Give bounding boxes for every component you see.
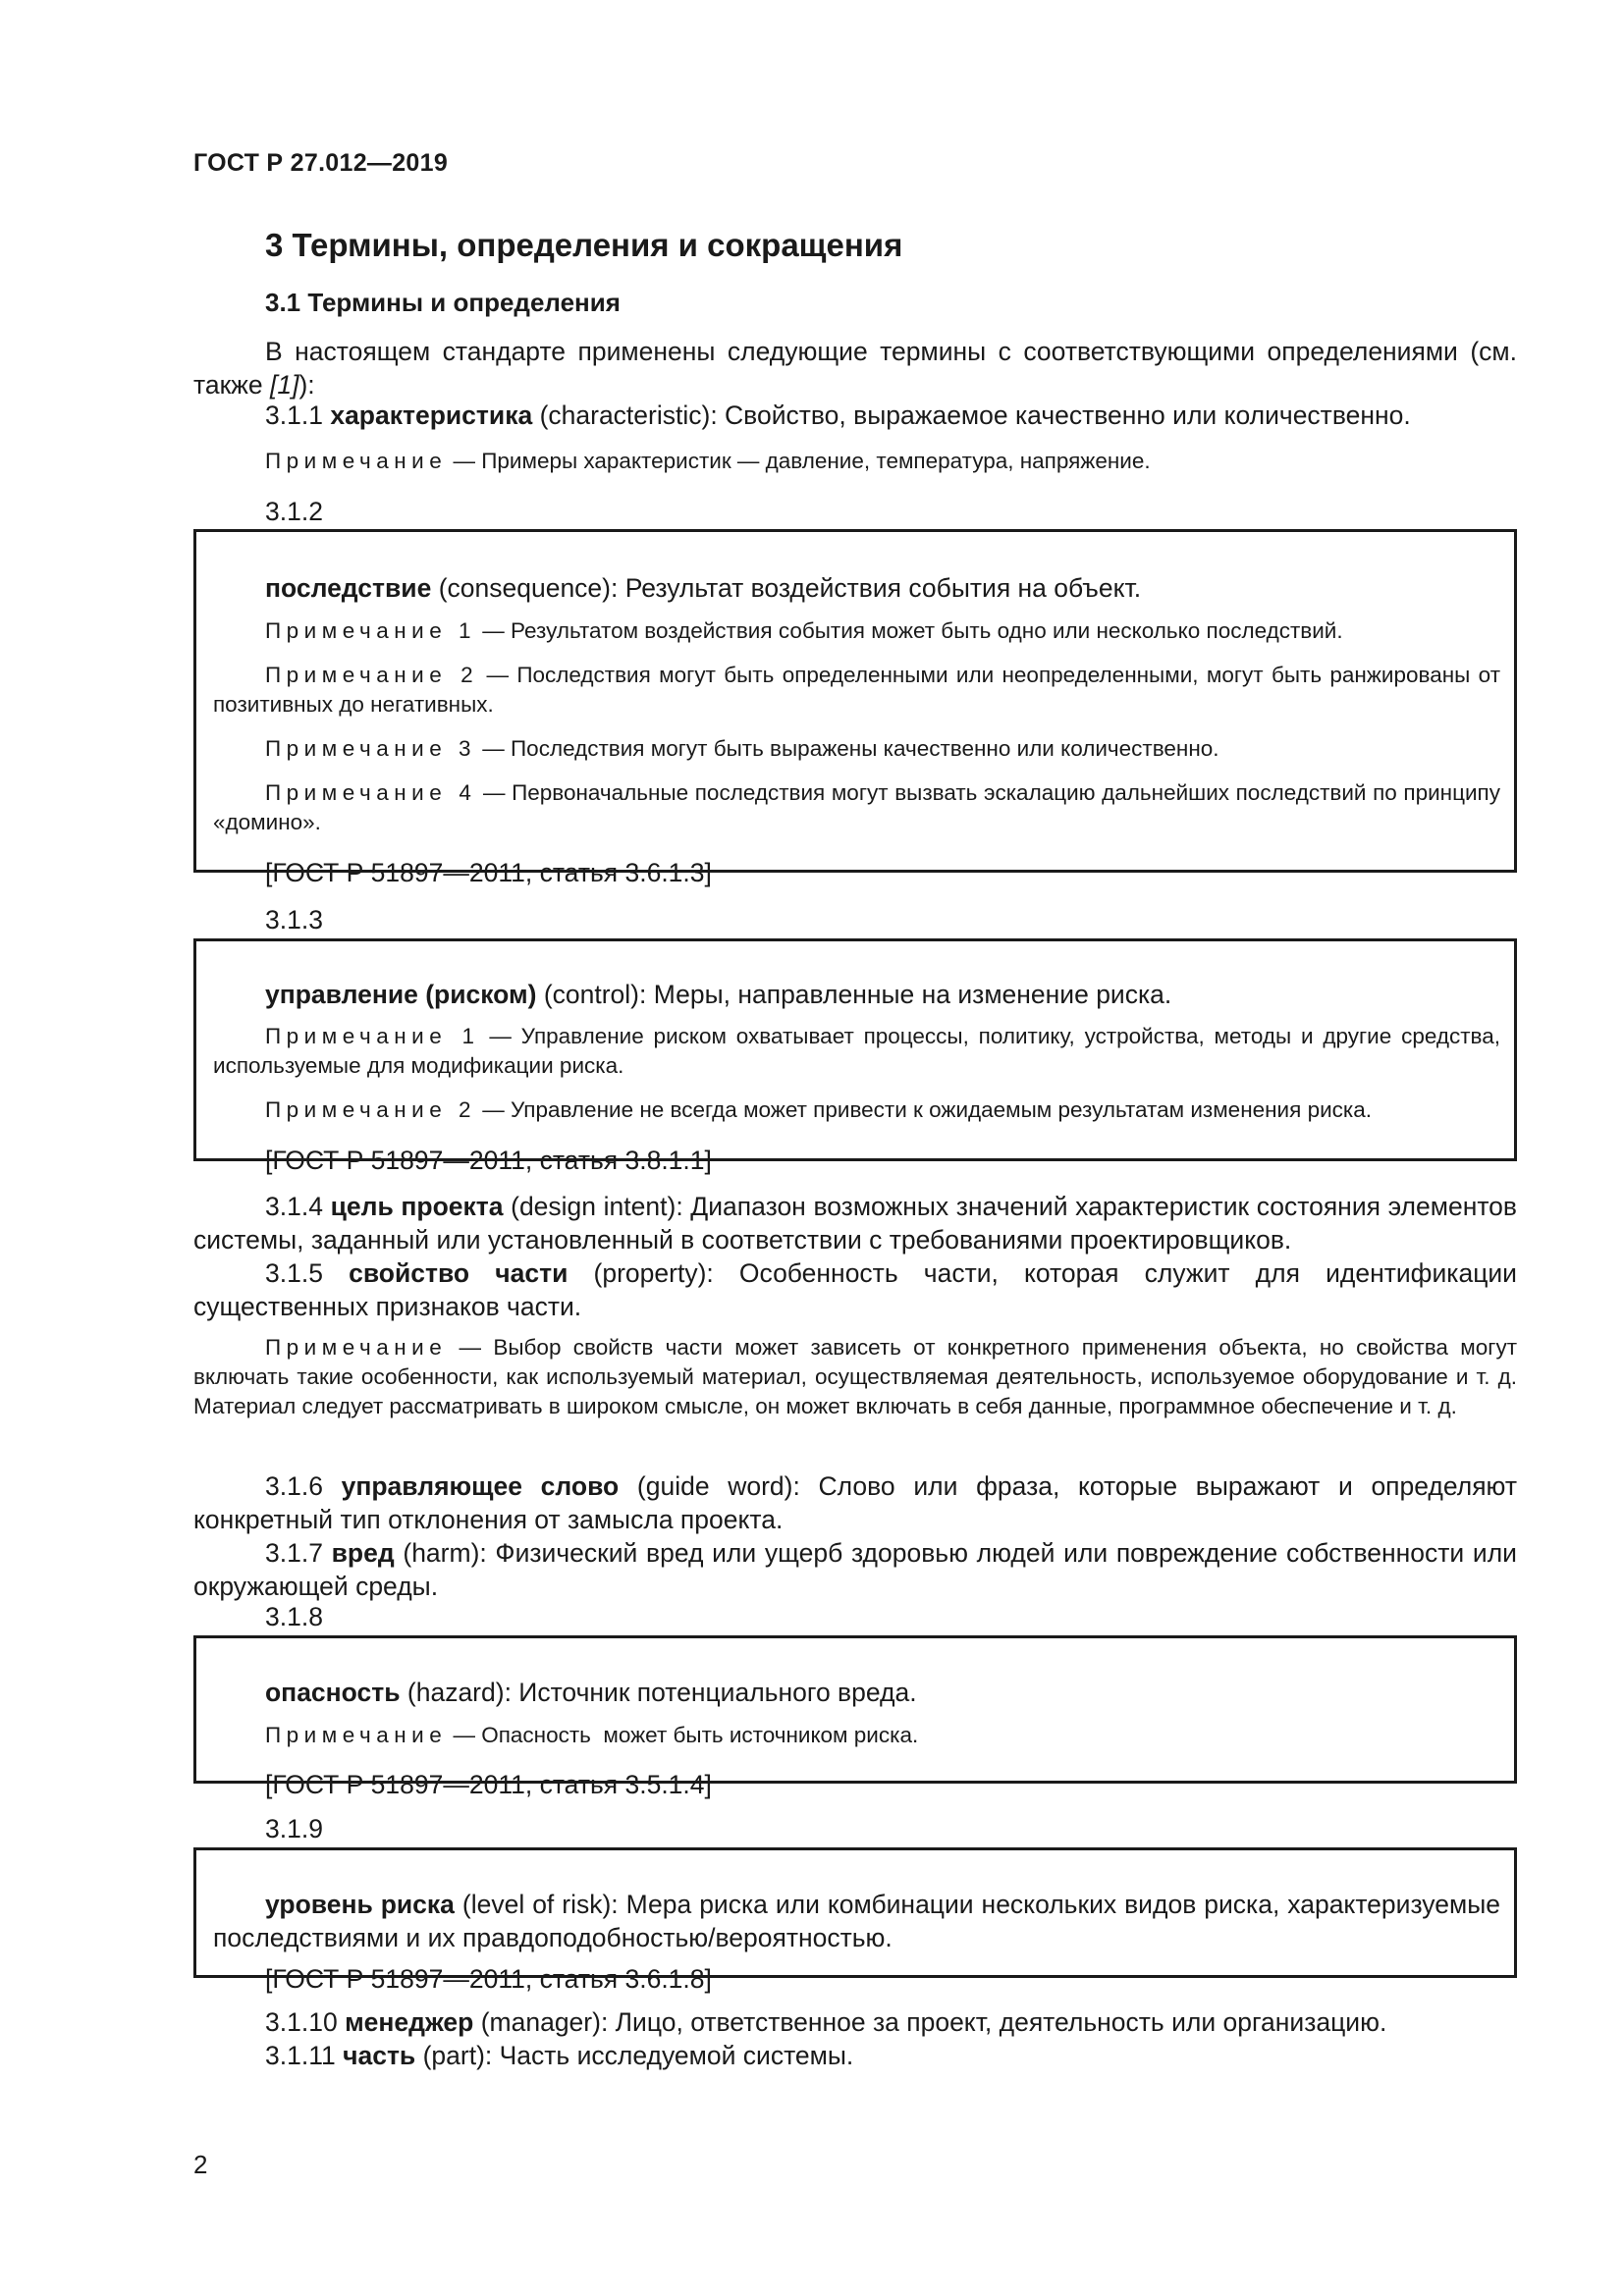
- term-box-3-1-9: [193, 1847, 1517, 1994]
- note-3-1-1: Примечание — Примеры характеристик — давление, температура, напряжение.: [265, 449, 1151, 473]
- intro-paragraph: В настоящем стандарте применены следующие термины с соответствующими определениями (см. также [1]):: [193, 337, 1517, 400]
- term-box-3-1-8: [193, 1635, 1517, 1799]
- term-3-1-10: 3.1.10 менеджер (manager): Лицо, ответственное за проект, деятельность или организацию.: [265, 2007, 1387, 2037]
- source-3-1-2: [ГОСТ Р 51897—2011, статья 3.6.1.3]: [265, 857, 712, 887]
- term-3-1-9: уровень риска (level of risk): Мера риска или комбинации нескольких видов риска, характеризуемые последствиями и их правдоподобностью/вероятностью.: [213, 1889, 1500, 1952]
- term-3-1-7: 3.1.7 вред (harm): Физический вред или ущерб здоровью людей или повреждение собственности или окружающей среды.: [193, 1538, 1517, 1601]
- term-number-3-1-8: 3.1.8: [265, 1602, 323, 1631]
- note-3-1-2-1: Примечание 1 — Результатом воздействия события может быть одно или несколько последствий.: [265, 617, 1343, 643]
- term-3-1-5: 3.1.5 свойство части (property): Особенность части, которая служит для идентификации существенных признаков части.: [193, 1258, 1517, 1321]
- source-3-1-3: [ГОСТ Р 51897—2011, статья 3.8.1.1]: [265, 1145, 712, 1175]
- term-number-3-1-9: 3.1.9: [265, 1814, 323, 1843]
- document-header: ГОСТ Р 27.012—2019: [193, 149, 449, 177]
- term-3-1-1: 3.1.1 характеристика (characteristic): Свойство, выражаемое качественно или количественно.: [265, 400, 1411, 430]
- term-3-1-6: 3.1.6 управляющее слово (guide word): Слово или фраза, которые выражают и определяют конкретный тип отклонения от замысла проекта.: [193, 1471, 1517, 1534]
- term-3-1-8: опасность (hazard): Источник потенциального вреда.: [265, 1677, 917, 1707]
- term-3-1-2: последствие (consequence): Результат воздействия события на объект.: [265, 572, 1142, 603]
- subsection-title: 3.1 Термины и определения: [265, 288, 621, 317]
- source-3-1-8: [ГОСТ Р 51897—2011, статья 3.5.1.4]: [265, 1769, 712, 1799]
- term-box-3-1-2: [193, 529, 1517, 887]
- reference-link: [1]: [270, 370, 299, 400]
- note-3-1-2-2: Примечание 2 — Последствия могут быть определенными или неопределенными, могут быть ранжированы от позитивных до негативных.: [213, 662, 1500, 717]
- term-number-3-1-2: 3.1.2: [265, 497, 323, 526]
- note-3-1-3-1: Примечание 1 — Управление риском охватывает процессы, политику, устройства, методы и другие средства, используемые для модификации риска.: [213, 1023, 1500, 1078]
- term-number-3-1-3: 3.1.3: [265, 905, 323, 934]
- term-3-1-4: 3.1.4 цель проекта (design intent): Диапазон возможных значений характеристик состояния элементов системы, заданный или установленный в соответствии с требованиями проектировщиков.: [193, 1192, 1517, 1255]
- term-box-3-1-3: [193, 938, 1517, 1175]
- note-3-1-2-3: Примечание 3 — Последствия могут быть выражены качественно или количественно.: [265, 735, 1219, 761]
- note-3-1-2-4: Примечание 4 — Первоначальные последствия могут вызвать эскалацию дальнейших последствий по принципу «домино».: [213, 779, 1500, 834]
- section-title: 3 Термины, определения и сокращения: [265, 227, 903, 263]
- note-3-1-3-2: Примечание 2 — Управление не всегда может привести к ожидаемым результатам изменения риска.: [265, 1096, 1372, 1122]
- note-3-1-5: Примечание — Выбор свойств части может зависеть от конкретного применения объекта, но свойства могут включать такие особенности, как используемый материал, осуществляемая деятельность, используемое оборудование и т. д. Материал следует рассматривать в широком смысле, он может включать в себя данные, программное обеспечение и т. д.: [193, 1335, 1517, 1418]
- term-3-1-3: управление (риском) (control): Меры, направленные на изменение риска.: [265, 979, 1172, 1009]
- page-number: 2: [193, 2150, 208, 2179]
- source-3-1-9: [ГОСТ Р 51897—2011, статья 3.6.1.8]: [265, 1963, 712, 1994]
- term-3-1-11: 3.1.11 часть (part): Часть исследуемой системы.: [265, 2041, 854, 2070]
- note-3-1-8: Примечание — Опасность может быть источником риска.: [265, 1722, 919, 1747]
